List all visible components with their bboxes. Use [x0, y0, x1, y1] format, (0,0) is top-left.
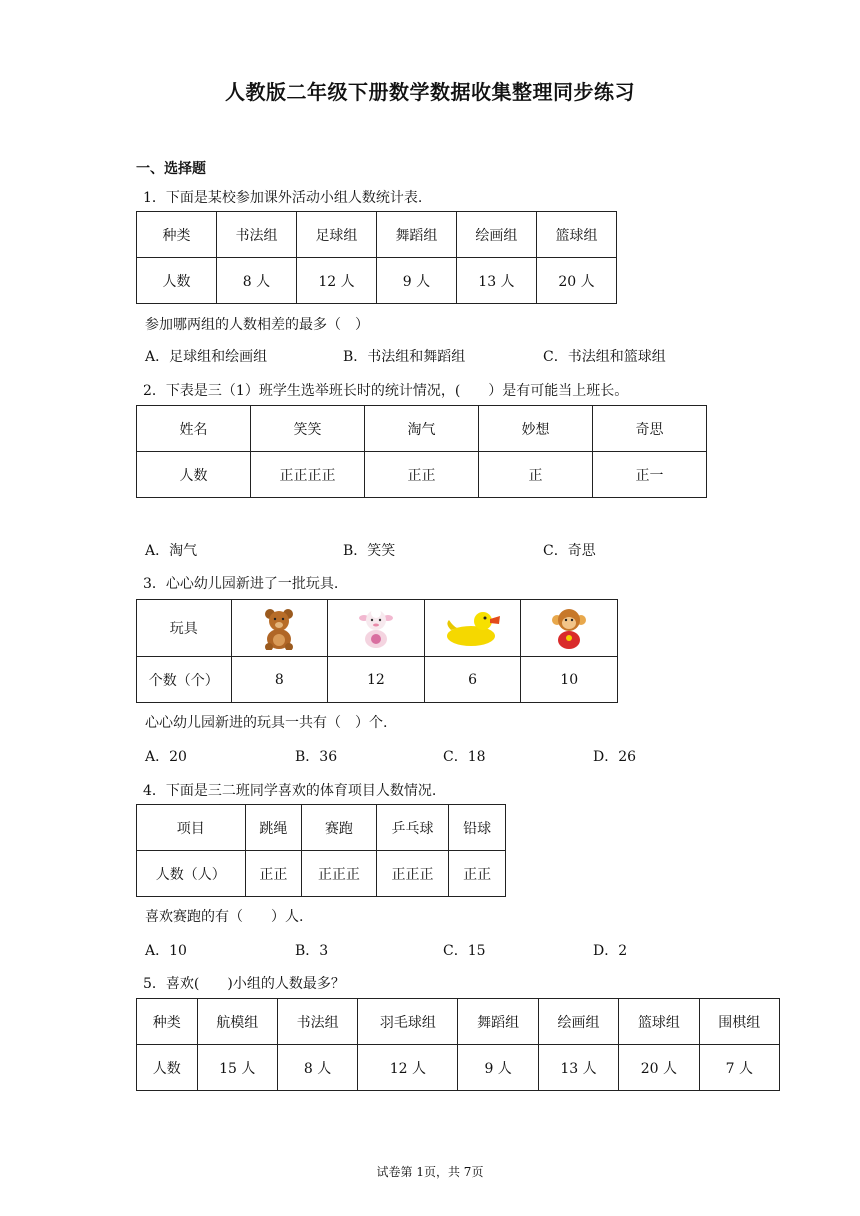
- q4-question: 喜欢赛跑的有（ ）人.: [145, 909, 304, 925]
- table-cell: 正正正: [302, 851, 377, 897]
- table-cell: 人数: [137, 1045, 198, 1091]
- page-title: 人教版二年级下册数学数据收集整理同步练习: [225, 80, 635, 104]
- table-cell: 铅球: [449, 805, 506, 851]
- table-cell: 20 人: [536, 258, 616, 304]
- q2-stem: 2．下表是三（1）班学生选举班长时的统计情况，( ）是有可能当上班长。: [143, 383, 629, 399]
- table-cell: 绘画组: [456, 212, 536, 258]
- q5-stem: 5．喜欢( )小组的人数最多？: [143, 976, 345, 992]
- q2-option-c[interactable]: C．奇思: [543, 543, 596, 559]
- table-cell: 人数: [137, 258, 217, 304]
- table-cell: 13 人: [538, 1045, 618, 1091]
- page-footer: 试卷第 1页，共 7页: [376, 1165, 484, 1179]
- table-cell: 正正: [365, 452, 479, 498]
- table-cell: 12 人: [296, 258, 376, 304]
- teddy-bear-icon: [259, 606, 299, 650]
- table-cell: 篮球组: [619, 999, 699, 1045]
- table-cell: 正一: [593, 452, 707, 498]
- table-cell: 笑笑: [251, 406, 365, 452]
- table-cell: 8 人: [216, 258, 296, 304]
- q3-question: 心心幼儿园新进的玩具一共有（ ）个.: [145, 715, 388, 731]
- table-cell: 舞蹈组: [376, 212, 456, 258]
- table-cell: 书法组: [277, 999, 357, 1045]
- table-cell: 15 人: [197, 1045, 277, 1091]
- table-cell: [521, 600, 618, 657]
- table-cell: 12 人: [358, 1045, 458, 1091]
- q3-option-d[interactable]: D．26: [593, 749, 637, 765]
- q2-table: [136, 405, 707, 498]
- table-cell: 书法组: [216, 212, 296, 258]
- table-cell: 6: [424, 657, 521, 703]
- q3-stem: 3．心心幼儿园新进了一批玩具.: [143, 576, 339, 592]
- table-cell: [424, 600, 521, 657]
- q4-option-c[interactable]: C．15: [443, 943, 486, 959]
- table-cell: 姓名: [137, 406, 251, 452]
- table-cell: 乒乓球: [376, 805, 449, 851]
- q1-option-c[interactable]: C．书法组和篮球组: [543, 349, 666, 365]
- q1-stem: 1．下面是某校参加课外活动小组人数统计表.: [143, 190, 423, 206]
- table-cell: 正正正正: [251, 452, 365, 498]
- table-cell: 人数: [137, 452, 251, 498]
- q4-table: [136, 804, 506, 897]
- q4-option-a[interactable]: A．10: [145, 943, 187, 959]
- q3-option-c[interactable]: C．18: [443, 749, 486, 765]
- table-cell: 正: [479, 452, 593, 498]
- table-cell: 奇思: [593, 406, 707, 452]
- table-cell: 篮球组: [536, 212, 616, 258]
- rubber-duck-icon: [443, 608, 503, 648]
- q2-option-b[interactable]: B．笑笑: [343, 543, 396, 559]
- q1-option-a[interactable]: A．足球组和绘画组: [145, 349, 268, 365]
- table-cell: 项目: [137, 805, 246, 851]
- q4-option-b[interactable]: B．3: [295, 943, 329, 959]
- table-cell: 玩具: [137, 600, 232, 657]
- table-cell: 足球组: [296, 212, 376, 258]
- table-cell: 赛跑: [302, 805, 377, 851]
- q5-table: [136, 998, 780, 1091]
- table-cell: 个数（个）: [137, 657, 232, 703]
- section-heading: 一、选择题: [136, 161, 206, 177]
- q1-question: 参加哪两组的人数相差的最多（ ）: [145, 317, 369, 333]
- table-cell: 跳绳: [245, 805, 302, 851]
- table-cell: 12: [328, 657, 425, 703]
- table-cell: 13 人: [456, 258, 536, 304]
- table-cell: 8 人: [277, 1045, 357, 1091]
- table-cell: 淘气: [365, 406, 479, 452]
- table-cell: 8: [231, 657, 328, 703]
- table-cell: 航模组: [197, 999, 277, 1045]
- table-cell: 舞蹈组: [458, 999, 538, 1045]
- q4-stem: 4．下面是三二班同学喜欢的体育项目人数情况.: [143, 783, 437, 799]
- q1-table: [136, 211, 617, 304]
- q2-option-a[interactable]: A．淘气: [145, 543, 198, 559]
- table-cell: 20 人: [619, 1045, 699, 1091]
- table-cell: 妙想: [479, 406, 593, 452]
- table-cell: [328, 600, 425, 657]
- q1-option-b[interactable]: B．书法组和舞蹈组: [343, 349, 466, 365]
- table-cell: 正正: [449, 851, 506, 897]
- q3-option-b[interactable]: B．36: [295, 749, 338, 765]
- table-cell: 10: [521, 657, 618, 703]
- table-cell: 围棋组: [699, 999, 779, 1045]
- table-cell: 种类: [137, 212, 217, 258]
- table-cell: 9 人: [458, 1045, 538, 1091]
- monkey-doll-icon: [549, 606, 589, 650]
- table-cell: 9 人: [376, 258, 456, 304]
- q4-option-d[interactable]: D．2: [593, 943, 628, 959]
- table-cell: 7 人: [699, 1045, 779, 1091]
- table-cell: [231, 600, 328, 657]
- table-cell: 正正正: [376, 851, 449, 897]
- table-cell: 绘画组: [538, 999, 618, 1045]
- table-cell: 正正: [245, 851, 302, 897]
- table-cell: 羽毛球组: [358, 999, 458, 1045]
- lamb-doll-icon: [356, 606, 396, 650]
- q3-option-a[interactable]: A．20: [145, 749, 187, 765]
- q3-table: [136, 599, 618, 703]
- table-cell: 种类: [137, 999, 198, 1045]
- table-cell: 人数（人）: [137, 851, 246, 897]
